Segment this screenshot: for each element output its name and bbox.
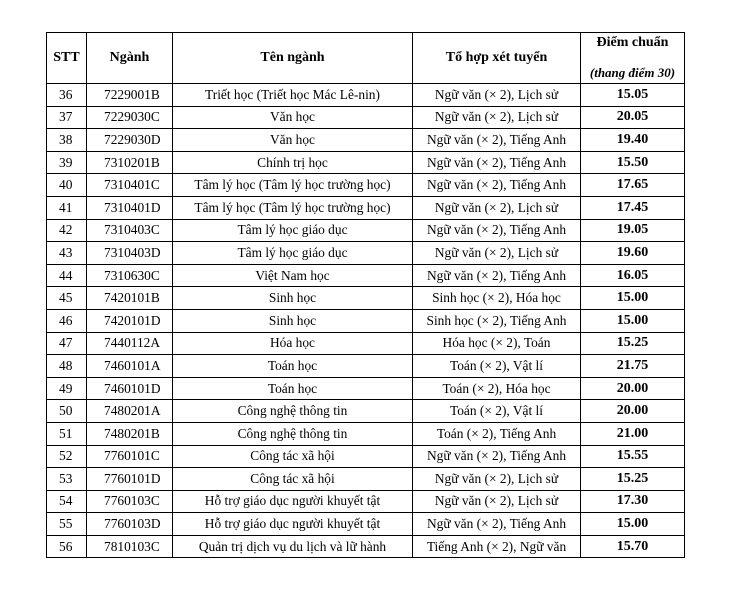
cell-combo: Toán (× 2), Vật lí bbox=[413, 355, 581, 378]
table-row bbox=[47, 196, 685, 219]
cell-stt: 45 bbox=[47, 287, 87, 310]
cell-combo: Toán (× 2), Tiếng Anh bbox=[413, 422, 581, 445]
cell-combo: Ngữ văn (× 2), Tiếng Anh bbox=[413, 445, 581, 468]
cell-stt: 42 bbox=[47, 219, 87, 242]
cell-name: Tâm lý học (Tâm lý học trường học) bbox=[173, 196, 413, 219]
cell-code: 7229030C bbox=[87, 106, 173, 129]
header-score-scale: (thang điểm 30) bbox=[589, 65, 676, 80]
cell-code: 7310401C bbox=[87, 174, 173, 197]
cell-score: 15.00 bbox=[581, 513, 685, 536]
cell-score: 16.05 bbox=[581, 264, 685, 287]
table-row bbox=[47, 513, 685, 536]
cell-name: Công tác xã hội bbox=[173, 468, 413, 491]
table-row bbox=[47, 84, 685, 107]
cell-score: 20.05 bbox=[581, 106, 685, 129]
cell-combo: Ngữ văn (× 2), Lịch sử bbox=[413, 242, 581, 265]
cell-name: Triết học (Triết học Mác Lê-nin) bbox=[173, 84, 413, 107]
cell-score: 15.70 bbox=[581, 535, 685, 558]
cell-code: 7420101D bbox=[87, 309, 173, 332]
cell-code: 7310401D bbox=[87, 196, 173, 219]
cell-score: 21.75 bbox=[581, 355, 685, 378]
cell-code: 7460101A bbox=[87, 355, 173, 378]
cell-score: 17.45 bbox=[581, 196, 685, 219]
table-row bbox=[47, 422, 685, 445]
table-row bbox=[47, 242, 685, 265]
cell-stt: 46 bbox=[47, 309, 87, 332]
cell-score: 19.60 bbox=[581, 242, 685, 265]
cell-stt: 43 bbox=[47, 242, 87, 265]
cell-combo: Ngữ văn (× 2), Lịch sử bbox=[413, 490, 581, 513]
cell-code: 7310630C bbox=[87, 264, 173, 287]
cell-name: Sinh học bbox=[173, 287, 413, 310]
table-row bbox=[47, 287, 685, 310]
admission-scores-table bbox=[46, 32, 685, 558]
cell-combo: Ngữ văn (× 2), Tiếng Anh bbox=[413, 513, 581, 536]
cell-name: Toán học bbox=[173, 377, 413, 400]
cell-score: 20.00 bbox=[581, 400, 685, 423]
cell-name: Sinh học bbox=[173, 309, 413, 332]
cell-stt: 40 bbox=[47, 174, 87, 197]
cell-stt: 52 bbox=[47, 445, 87, 468]
header-stt: STT bbox=[47, 33, 87, 84]
cell-code: 7440112A bbox=[87, 332, 173, 355]
cell-score: 21.00 bbox=[581, 422, 685, 445]
cell-score: 20.00 bbox=[581, 377, 685, 400]
cell-combo: Ngữ văn (× 2), Lịch sử bbox=[413, 84, 581, 107]
cell-stt: 38 bbox=[47, 129, 87, 152]
cell-score: 19.40 bbox=[581, 129, 685, 152]
cell-combo: Ngữ văn (× 2), Lịch sử bbox=[413, 468, 581, 491]
cell-score: 17.30 bbox=[581, 490, 685, 513]
table-header-row bbox=[47, 33, 685, 84]
cell-code: 7760101D bbox=[87, 468, 173, 491]
table-row bbox=[47, 106, 685, 129]
cell-combo: Sinh học (× 2), Hóa học bbox=[413, 287, 581, 310]
cell-score: 15.50 bbox=[581, 151, 685, 174]
cell-name: Hóa học bbox=[173, 332, 413, 355]
table-row bbox=[47, 468, 685, 491]
cell-stt: 50 bbox=[47, 400, 87, 423]
header-score bbox=[581, 33, 685, 84]
cell-stt: 47 bbox=[47, 332, 87, 355]
cell-code: 7310201B bbox=[87, 151, 173, 174]
header-name: Tên ngành bbox=[173, 33, 413, 84]
table-row bbox=[47, 264, 685, 287]
cell-stt: 51 bbox=[47, 422, 87, 445]
cell-combo: Ngữ văn (× 2), Tiếng Anh bbox=[413, 151, 581, 174]
cell-combo: Ngữ văn (× 2), Tiếng Anh bbox=[413, 219, 581, 242]
cell-name: Việt Nam học bbox=[173, 264, 413, 287]
cell-stt: 53 bbox=[47, 468, 87, 491]
table-row bbox=[47, 309, 685, 332]
cell-combo: Hóa học (× 2), Toán bbox=[413, 332, 581, 355]
cell-name: Tâm lý học giáo dục bbox=[173, 242, 413, 265]
cell-stt: 41 bbox=[47, 196, 87, 219]
cell-name: Công nghệ thông tin bbox=[173, 400, 413, 423]
cell-stt: 37 bbox=[47, 106, 87, 129]
cell-combo: Ngữ văn (× 2), Tiếng Anh bbox=[413, 264, 581, 287]
table-row bbox=[47, 490, 685, 513]
cell-name: Chính trị học bbox=[173, 151, 413, 174]
table-row bbox=[47, 377, 685, 400]
cell-name: Quản trị dịch vụ du lịch và lữ hành bbox=[173, 535, 413, 558]
cell-name: Toán học bbox=[173, 355, 413, 378]
table-row bbox=[47, 535, 685, 558]
cell-score: 15.25 bbox=[581, 332, 685, 355]
cell-name: Văn học bbox=[173, 129, 413, 152]
cell-name: Văn học bbox=[173, 106, 413, 129]
cell-code: 7420101B bbox=[87, 287, 173, 310]
header-score-title: Điểm chuẩn bbox=[596, 35, 669, 50]
cell-code: 7480201A bbox=[87, 400, 173, 423]
cell-code: 7310403D bbox=[87, 242, 173, 265]
cell-name: Công nghệ thông tin bbox=[173, 422, 413, 445]
cell-stt: 54 bbox=[47, 490, 87, 513]
cell-code: 7310403C bbox=[87, 219, 173, 242]
table-row bbox=[47, 219, 685, 242]
table-body bbox=[47, 84, 685, 558]
cell-name: Tâm lý học (Tâm lý học trường học) bbox=[173, 174, 413, 197]
cell-combo: Sinh học (× 2), Tiếng Anh bbox=[413, 309, 581, 332]
cell-code: 7480201B bbox=[87, 422, 173, 445]
table-row bbox=[47, 445, 685, 468]
table-row bbox=[47, 151, 685, 174]
cell-score: 15.25 bbox=[581, 468, 685, 491]
cell-name: Hỗ trợ giáo dục người khuyết tật bbox=[173, 513, 413, 536]
cell-name: Công tác xã hội bbox=[173, 445, 413, 468]
cell-code: 7760103C bbox=[87, 490, 173, 513]
cell-stt: 56 bbox=[47, 535, 87, 558]
cell-code: 7229030D bbox=[87, 129, 173, 152]
cell-name: Tâm lý học giáo dục bbox=[173, 219, 413, 242]
header-code: Ngành bbox=[87, 33, 173, 84]
cell-stt: 48 bbox=[47, 355, 87, 378]
table-row bbox=[47, 174, 685, 197]
header-combo: Tổ hợp xét tuyển bbox=[413, 33, 581, 84]
table-row bbox=[47, 129, 685, 152]
cell-combo: Toán (× 2), Vật lí bbox=[413, 400, 581, 423]
cell-combo: Tiếng Anh (× 2), Ngữ văn bbox=[413, 535, 581, 558]
cell-stt: 39 bbox=[47, 151, 87, 174]
cell-combo: Ngữ văn (× 2), Tiếng Anh bbox=[413, 129, 581, 152]
cell-score: 17.65 bbox=[581, 174, 685, 197]
cell-combo: Ngữ văn (× 2), Tiếng Anh bbox=[413, 174, 581, 197]
cell-name: Hỗ trợ giáo dục người khuyết tật bbox=[173, 490, 413, 513]
cell-score: 15.05 bbox=[581, 84, 685, 107]
cell-score: 19.05 bbox=[581, 219, 685, 242]
cell-code: 7460101D bbox=[87, 377, 173, 400]
cell-combo: Ngữ văn (× 2), Lịch sử bbox=[413, 196, 581, 219]
cell-stt: 44 bbox=[47, 264, 87, 287]
cell-score: 15.00 bbox=[581, 287, 685, 310]
cell-code: 7229001B bbox=[87, 84, 173, 107]
cell-combo: Ngữ văn (× 2), Lịch sử bbox=[413, 106, 581, 129]
table-row bbox=[47, 355, 685, 378]
cell-stt: 49 bbox=[47, 377, 87, 400]
table-row bbox=[47, 400, 685, 423]
cell-code: 7760103D bbox=[87, 513, 173, 536]
cell-stt: 36 bbox=[47, 84, 87, 107]
cell-score: 15.55 bbox=[581, 445, 685, 468]
cell-score: 15.00 bbox=[581, 309, 685, 332]
table-row bbox=[47, 332, 685, 355]
cell-code: 7760101C bbox=[87, 445, 173, 468]
cell-stt: 55 bbox=[47, 513, 87, 536]
cell-combo: Toán (× 2), Hóa học bbox=[413, 377, 581, 400]
cell-code: 7810103C bbox=[87, 535, 173, 558]
